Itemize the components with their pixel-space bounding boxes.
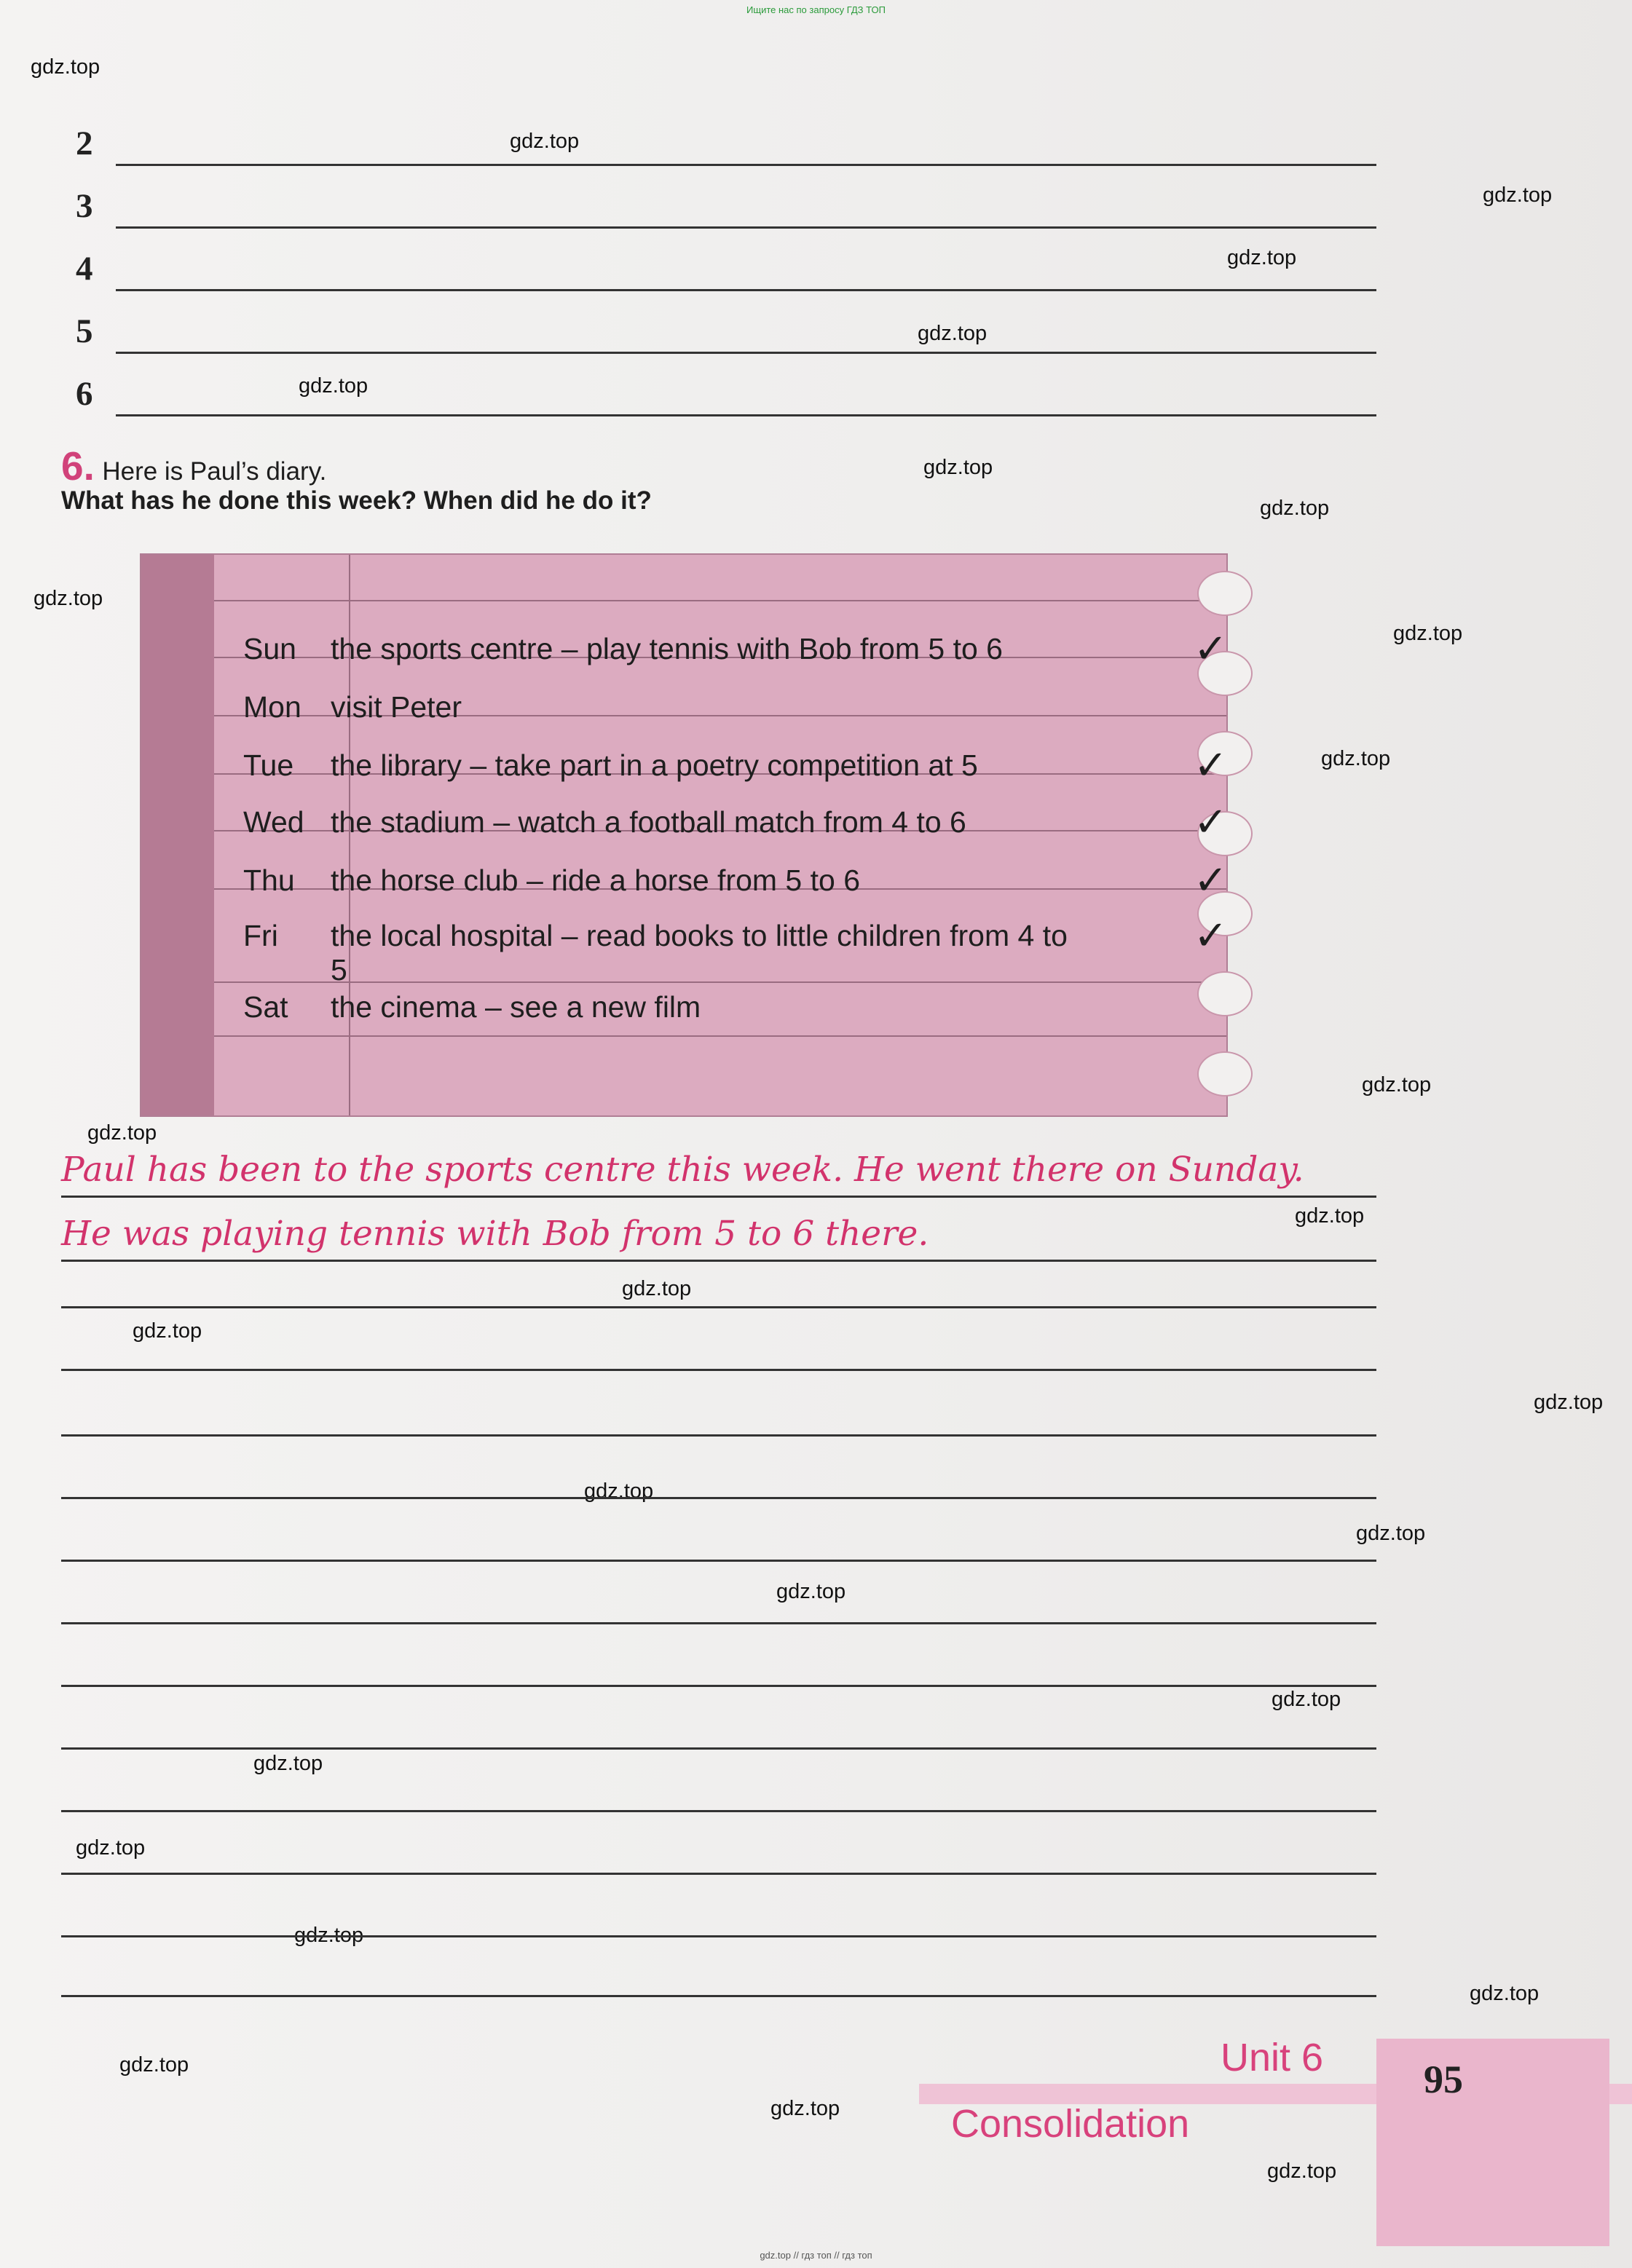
watermark: gdz.top bbox=[294, 1924, 364, 1947]
page-number: 95 bbox=[1424, 2058, 1463, 2101]
numbered-line[interactable] bbox=[61, 122, 1376, 166]
watermark: gdz.top bbox=[119, 2053, 189, 2077]
writing-line[interactable] bbox=[61, 1685, 1376, 1687]
diary-entry: the cinema – see a new film bbox=[331, 990, 701, 1024]
check-mark-icon: ✓ bbox=[1194, 857, 1228, 903]
watermark: gdz.top bbox=[510, 130, 580, 153]
writing-line bbox=[116, 352, 1376, 354]
watermark: gdz.top bbox=[1295, 1204, 1365, 1228]
watermark: gdz.top bbox=[918, 322, 988, 345]
writing-line[interactable] bbox=[61, 1810, 1376, 1812]
diary-entry: the sports centre – play tennis with Bob from 5 to 6 bbox=[331, 632, 1003, 665]
page-number-box bbox=[1376, 2039, 1609, 2246]
binder-hole bbox=[1197, 571, 1253, 616]
watermark: gdz.top bbox=[1321, 747, 1391, 770]
watermark: gdz.top bbox=[584, 1479, 654, 1503]
diary-entry: the stadium – watch a football match from 4 to 6 bbox=[331, 805, 966, 839]
diary bbox=[140, 553, 1228, 1117]
writing-line bbox=[116, 226, 1376, 229]
diary-day: Fri bbox=[243, 919, 278, 952]
handwritten-answer: He was playing tennis with Bob from 5 to 6 there. bbox=[61, 1214, 929, 1254]
diary-spine bbox=[141, 555, 216, 1115]
diary-rule bbox=[214, 600, 1226, 601]
exercise-number: 6. bbox=[61, 443, 95, 489]
writing-line[interactable] bbox=[61, 1873, 1376, 1875]
diary-day: Sat bbox=[243, 990, 288, 1024]
answer-line[interactable] bbox=[61, 1139, 1376, 1198]
diary-day: Wed bbox=[243, 805, 304, 839]
watermark: gdz.top bbox=[299, 374, 368, 398]
writing-line[interactable] bbox=[61, 1560, 1376, 1562]
writing-line[interactable] bbox=[61, 1497, 1376, 1499]
diary-rule bbox=[214, 1035, 1226, 1037]
check-mark-icon: ✓ bbox=[1194, 742, 1228, 788]
writing-line[interactable] bbox=[61, 1434, 1376, 1437]
watermark: gdz.top bbox=[133, 1319, 202, 1343]
diary-day: Mon bbox=[243, 690, 301, 724]
binder-hole bbox=[1197, 971, 1253, 1016]
watermark: gdz.top bbox=[1267, 2160, 1337, 2183]
watermark: gdz.top bbox=[1272, 1688, 1341, 1711]
exercise-intro: Here is Paul’s diary. bbox=[102, 457, 327, 486]
watermark: gdz.top bbox=[31, 55, 100, 79]
watermark: gdz.top bbox=[87, 1121, 157, 1145]
exercise-question: What has he done this week? When did he do it? bbox=[61, 486, 652, 515]
watermark: gdz.top bbox=[253, 1752, 323, 1775]
writing-line bbox=[116, 414, 1376, 416]
writing-line[interactable] bbox=[61, 1306, 1376, 1308]
writing-line[interactable] bbox=[61, 1995, 1376, 1997]
watermark: gdz.top bbox=[1470, 1982, 1540, 2005]
watermark: gdz.top bbox=[1356, 1522, 1426, 1545]
diary-day: Tue bbox=[243, 748, 294, 782]
check-mark-icon: ✓ bbox=[1194, 625, 1228, 671]
numbered-line[interactable] bbox=[61, 185, 1376, 229]
watermark: gdz.top bbox=[33, 587, 103, 610]
writing-line bbox=[116, 289, 1376, 291]
handwritten-answer: Paul has been to the sports centre this week. He went there on Sunday. bbox=[61, 1150, 1304, 1190]
watermark: gdz.top bbox=[1362, 1073, 1432, 1097]
unit-section: Consolidation bbox=[951, 2102, 1190, 2146]
top-banner[interactable]: Ищите нас по запросу ГДЗ ТОП bbox=[746, 4, 886, 15]
line-number: 4 bbox=[76, 250, 93, 288]
binder-hole bbox=[1197, 1051, 1253, 1097]
exercise-heading bbox=[61, 443, 326, 489]
diary-entry: the library – take part in a poetry competition at 5 bbox=[331, 748, 978, 782]
watermark: gdz.top bbox=[622, 1277, 692, 1300]
diary-entry: visit Peter bbox=[331, 690, 462, 724]
watermark: gdz.top bbox=[1534, 1391, 1604, 1414]
line-number: 2 bbox=[76, 125, 93, 162]
line-number: 3 bbox=[76, 187, 93, 225]
numbered-line[interactable] bbox=[61, 373, 1376, 416]
numbered-line[interactable] bbox=[61, 310, 1376, 354]
diary-day: Thu bbox=[243, 864, 295, 897]
numbered-line[interactable] bbox=[61, 248, 1376, 291]
watermark: gdz.top bbox=[1483, 183, 1553, 207]
check-mark-icon: ✓ bbox=[1194, 799, 1228, 845]
watermark: gdz.top bbox=[1260, 497, 1330, 520]
writing-line[interactable] bbox=[61, 1747, 1376, 1750]
bottom-banner[interactable]: gdz.top // гдз топ // гдз топ bbox=[760, 2250, 872, 2261]
watermark: gdz.top bbox=[923, 456, 993, 479]
writing-line[interactable] bbox=[61, 1622, 1376, 1624]
watermark: gdz.top bbox=[770, 2097, 840, 2120]
writing-line[interactable] bbox=[61, 1935, 1376, 1937]
line-number: 6 bbox=[76, 375, 93, 413]
diary-day: Sun bbox=[243, 632, 296, 665]
watermark: gdz.top bbox=[1227, 246, 1297, 269]
writing-line[interactable] bbox=[61, 1369, 1376, 1371]
watermark: gdz.top bbox=[76, 1836, 146, 1860]
watermark: gdz.top bbox=[776, 1580, 846, 1603]
diary-entry: the horse club – ride a horse from 5 to 6 bbox=[331, 864, 861, 897]
watermark: gdz.top bbox=[1393, 622, 1463, 645]
unit-title: Unit 6 bbox=[1221, 2036, 1324, 2079]
answer-line[interactable] bbox=[61, 1203, 1376, 1262]
writing-line bbox=[116, 164, 1376, 166]
line-number: 5 bbox=[76, 312, 93, 350]
check-mark-icon: ✓ bbox=[1194, 912, 1228, 958]
diary-entry: the local hospital – read books to little children from 4 to 5 bbox=[331, 919, 1068, 987]
